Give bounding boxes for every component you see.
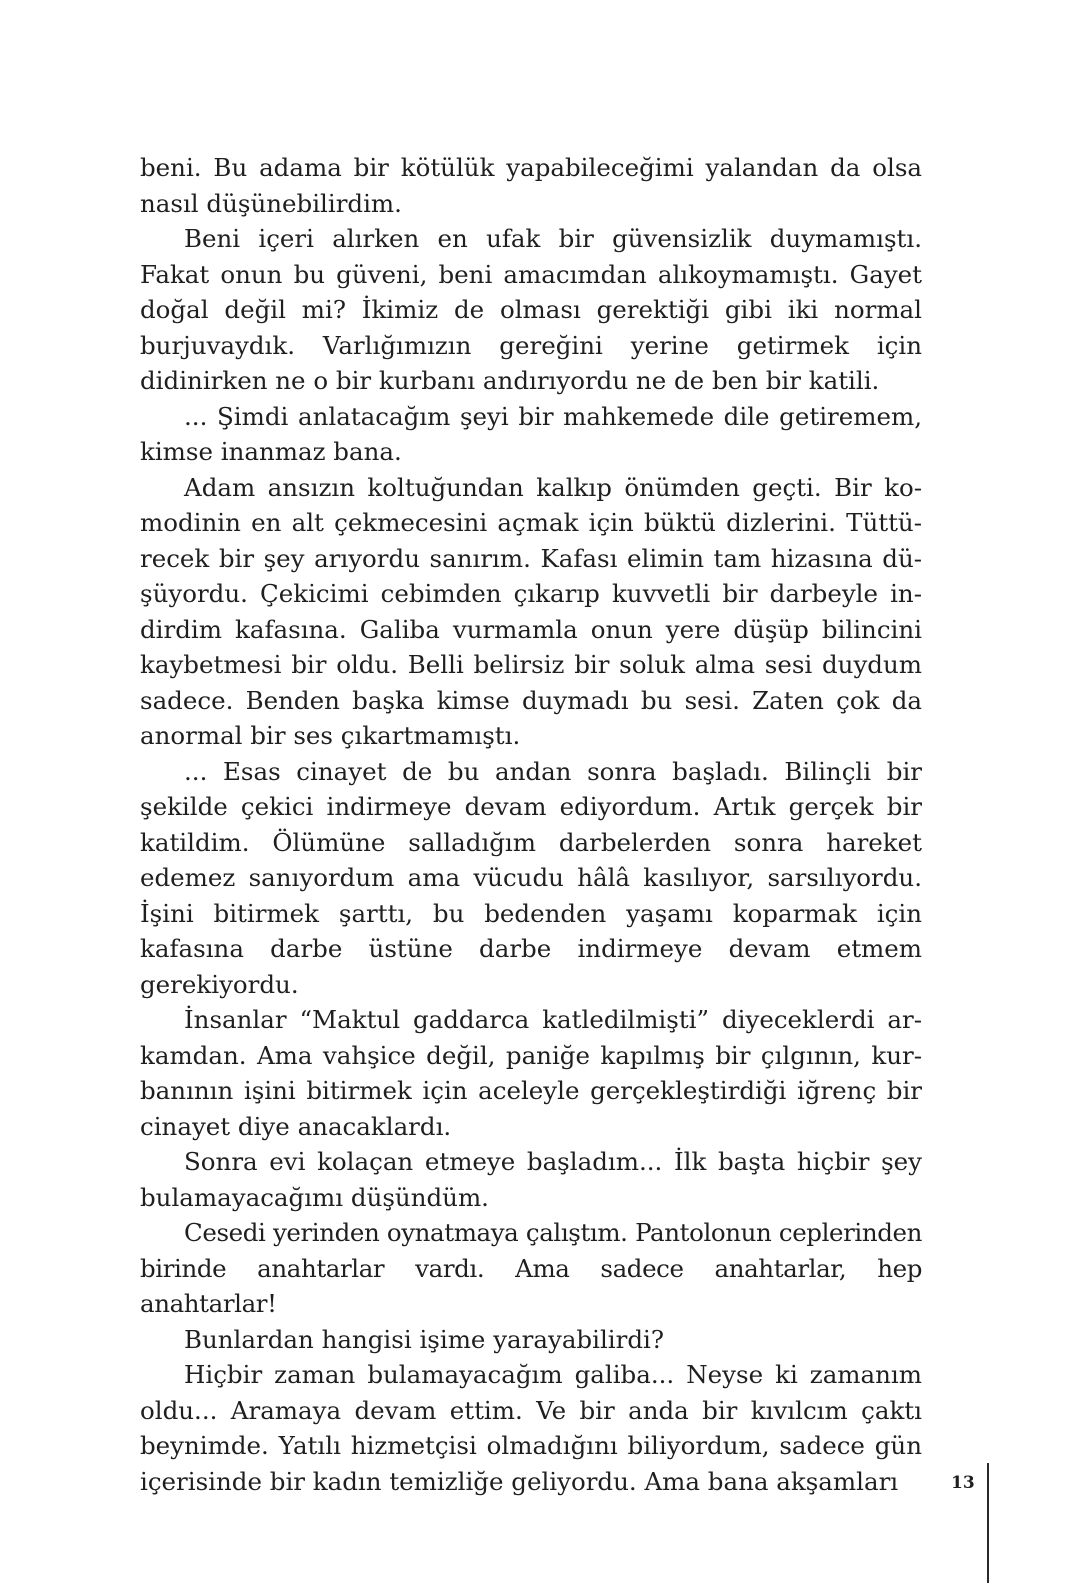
paragraph: Hiçbir zaman bulamayacağım galiba... Neyse ki zamanım oldu... Aramaya devam ettim. Ve bir anda bir kıvılcım çaktı beynimde. Yatılı hizmetçisi olmadığını biliyordum, sadece gün içerisinde bir kadın temizliğe geliyordu. Ama bana akşamları — [140, 1360, 922, 1496]
paragraph: ... Esas cinayet de bu andan sonra başladı. Bilinçli bir şekilde çekici indirmeye devam ediyordum. Artık gerçek bir katildim. Ölümüne salladığım darbelerden sonra hareket edemez sanıyordum ama vücudu hâlâ kasılıyor, sarsılıyordu. İşini bitirmek şarttı, bu bedenden yaşamı koparmak için kafasına darbe üstüne darbe indirmeye devam etmem gerekiyordu. — [140, 756, 922, 999]
paragraph: İnsanlar “Maktul gaddarca katledilmişti” diyeceklerdi arkamdan. Ama vahşice değil, paniğe kapılmış bir çılgının, kurbanının işini bitirmek için aceleyle gerçekleştirdiği iğrenç bir cinayet diye anacaklardı. — [140, 1005, 922, 1141]
paragraph: Beni içeri alırken en ufak bir güvensizlik duymamıştı. Fakat onun bu güveni, beni amacımdan alıkoymamıştı. Gayet doğal değil mi? İkimiz de olması gerektiği gibi iki normal burjuvaydık. Varlığımızın gereğini yerine getirmek için didinirken ne o bir kurbanı andırıyordu ne de ben bir katili. — [140, 224, 922, 395]
paragraph: Adam ansızın koltuğundan kalkıp önümden geçti. Bir komodinin en alt çekmecesini açmak için büktü dizlerini. Tüttürecek bir şey arıyordu sanırım. Kafası elimin tam hizasına düşüyordu. Çekicimi cebimden çıkarıp kuvvetli bir darbeyle indirdim kafasına. Galiba vurmamla onun yere düşüp bilincini kaybetmesi bir oldu. Belli belirsiz bir soluk alma sesi duydum sadece. Benden başka kimse duymadı bu sesi. Zaten çok da anormal bir ses çıkartmamıştı. — [140, 472, 922, 750]
page-footer — [771, 1463, 1071, 1583]
paragraph: Bunlardan hangisi işime yarayabilirdi? — [184, 1324, 664, 1354]
paragraph: ... Şimdi anlatacağım şeyi bir mahkemede dile getiremem, kimse inanmaz bana. — [140, 401, 922, 466]
page-number: 13 — [951, 1473, 975, 1493]
paragraph: beni. Bu adama bir kötülük yapabileceğimi yalandan da olsa nasıl düşünebilirdim. — [140, 153, 922, 218]
footer-divider — [987, 1463, 989, 1583]
body-text — [140, 150, 922, 1499]
paragraph: Cesedi yerinden oynatmaya çalıştım. Pantolonun ceplerinden birinde anahtarlar vardı. Ama sadece anahtarlar, hep anahtarlar! — [140, 1218, 922, 1318]
paragraph: Sonra evi kolaçan etmeye başladım... İlk başta hiçbir şey bulamayacağımı düşündüm. — [140, 1147, 922, 1212]
